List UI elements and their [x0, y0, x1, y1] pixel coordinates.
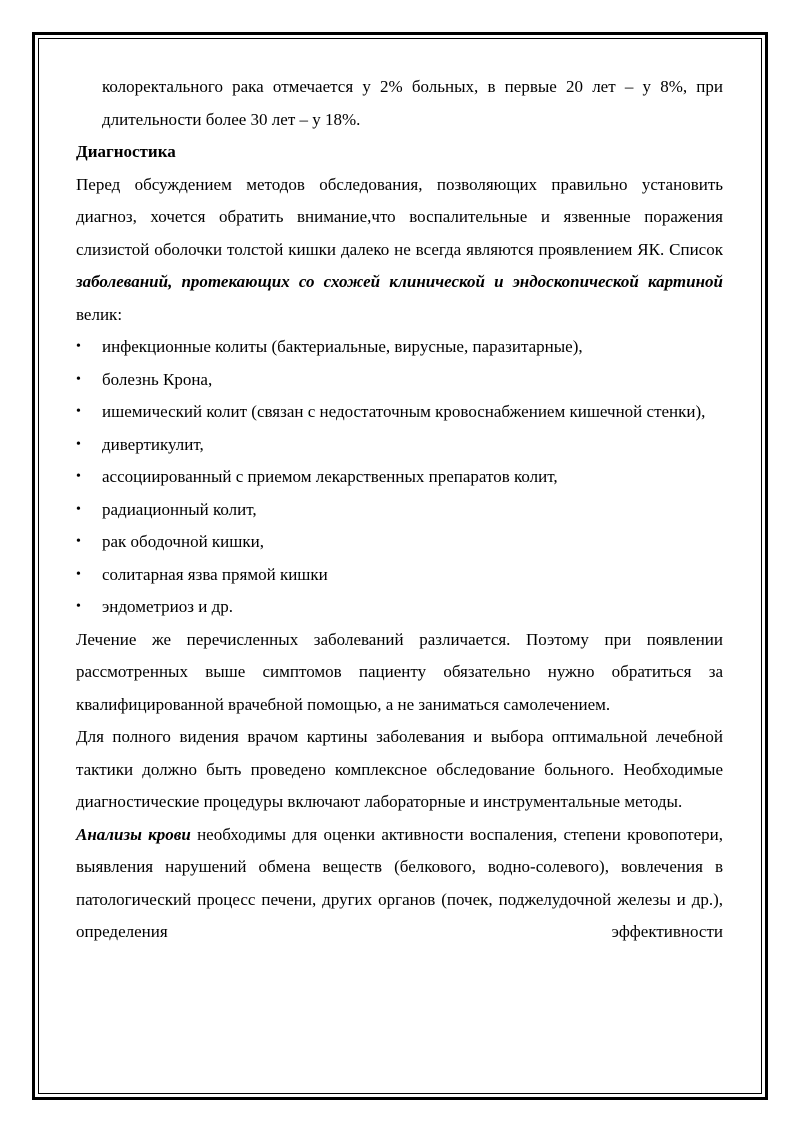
paragraph-1-emphasis: заболеваний, протекающих со схожей клинической и эндоскопической картиной — [76, 272, 723, 291]
list-item-text: дивертикулит, — [102, 434, 204, 454]
bullet-icon: • — [76, 404, 81, 419]
list-item — [76, 559, 723, 592]
list-item — [76, 364, 723, 397]
bullet-icon: • — [76, 339, 81, 354]
document-body — [76, 71, 723, 949]
section-heading: Диагностика — [76, 142, 176, 161]
list-item — [76, 526, 723, 559]
list-item-text: эндометриоз и др. — [102, 597, 233, 616]
bullet-icon: • — [76, 469, 81, 484]
list-item-text: радиационный колит, — [102, 499, 257, 519]
bullet-icon: • — [76, 501, 81, 517]
list-item-text: рак ободочной кишки, — [102, 532, 264, 551]
list-item-text: ассоциированный с приемом лекарственных препаратов колит, — [102, 467, 558, 486]
list-item-text: болезнь Крона, — [102, 369, 213, 389]
paragraph-4-emphasis: Анализы крови — [76, 824, 191, 844]
paragraph-1-text-a: Перед обсуждением методов обследования, позволяющих правильно установить диагноз, хочется обратить внимание,что воспалительные и язвенные поражения слизистой оболочки толстой кишки далеко не всегда являются проявлением ЯК. Список — [76, 174, 723, 259]
paragraph-4-text: необходимы для оценки активности воспаления, степени кровопотери, выявления нарушений обмена веществ (белкового, водно-солевого), вовлечения в патологический процесс печени, других органов (почек, поджелудочной железы и др.), определения эффективности — [76, 824, 723, 941]
bullet-icon: • — [76, 534, 81, 549]
paragraph-1-text-b: велик: — [76, 304, 123, 324]
paragraph-2: Лечение же перечисленных заболеваний различается. Поэтому при появлении рассмотренных выше симптомов пациенту обязательно нужно обратиться за квалифицированной врачебной помощью, а не заниматься самолечением. — [76, 629, 723, 714]
list-item — [76, 429, 723, 462]
list-item — [76, 331, 723, 364]
list-item-text: инфекционные колиты (бактериальные, вирусные, паразитарные), — [102, 337, 583, 356]
list-item — [76, 396, 723, 429]
list-item — [76, 591, 723, 624]
bullet-icon: • — [76, 566, 81, 582]
bullet-icon: • — [76, 436, 81, 452]
list-item-text: солитарная язва прямой кишки — [102, 564, 328, 584]
paragraph-3: Для полного видения врачом картины заболевания и выбора оптимальной лечебной тактики должно быть проведено комплексное обследование больного. Необходимые диагностические процедуры включают лабораторные и инструментальные методы. — [76, 727, 723, 811]
list-item-text: ишемический колит (связан с недостаточным кровоснабжением кишечной стенки), — [102, 402, 706, 421]
bullet-icon: • — [76, 599, 81, 614]
disease-list — [76, 331, 723, 624]
paragraph-1 — [76, 169, 723, 332]
list-item — [76, 461, 723, 494]
paragraph-4 — [76, 819, 723, 949]
bullet-icon: • — [76, 371, 81, 387]
intro-paragraph: колоректального рака отмечается у 2% больных, в первые 20 лет – у 8%, при длительности более 30 лет – у 18%. — [102, 77, 723, 129]
list-item — [76, 494, 723, 527]
